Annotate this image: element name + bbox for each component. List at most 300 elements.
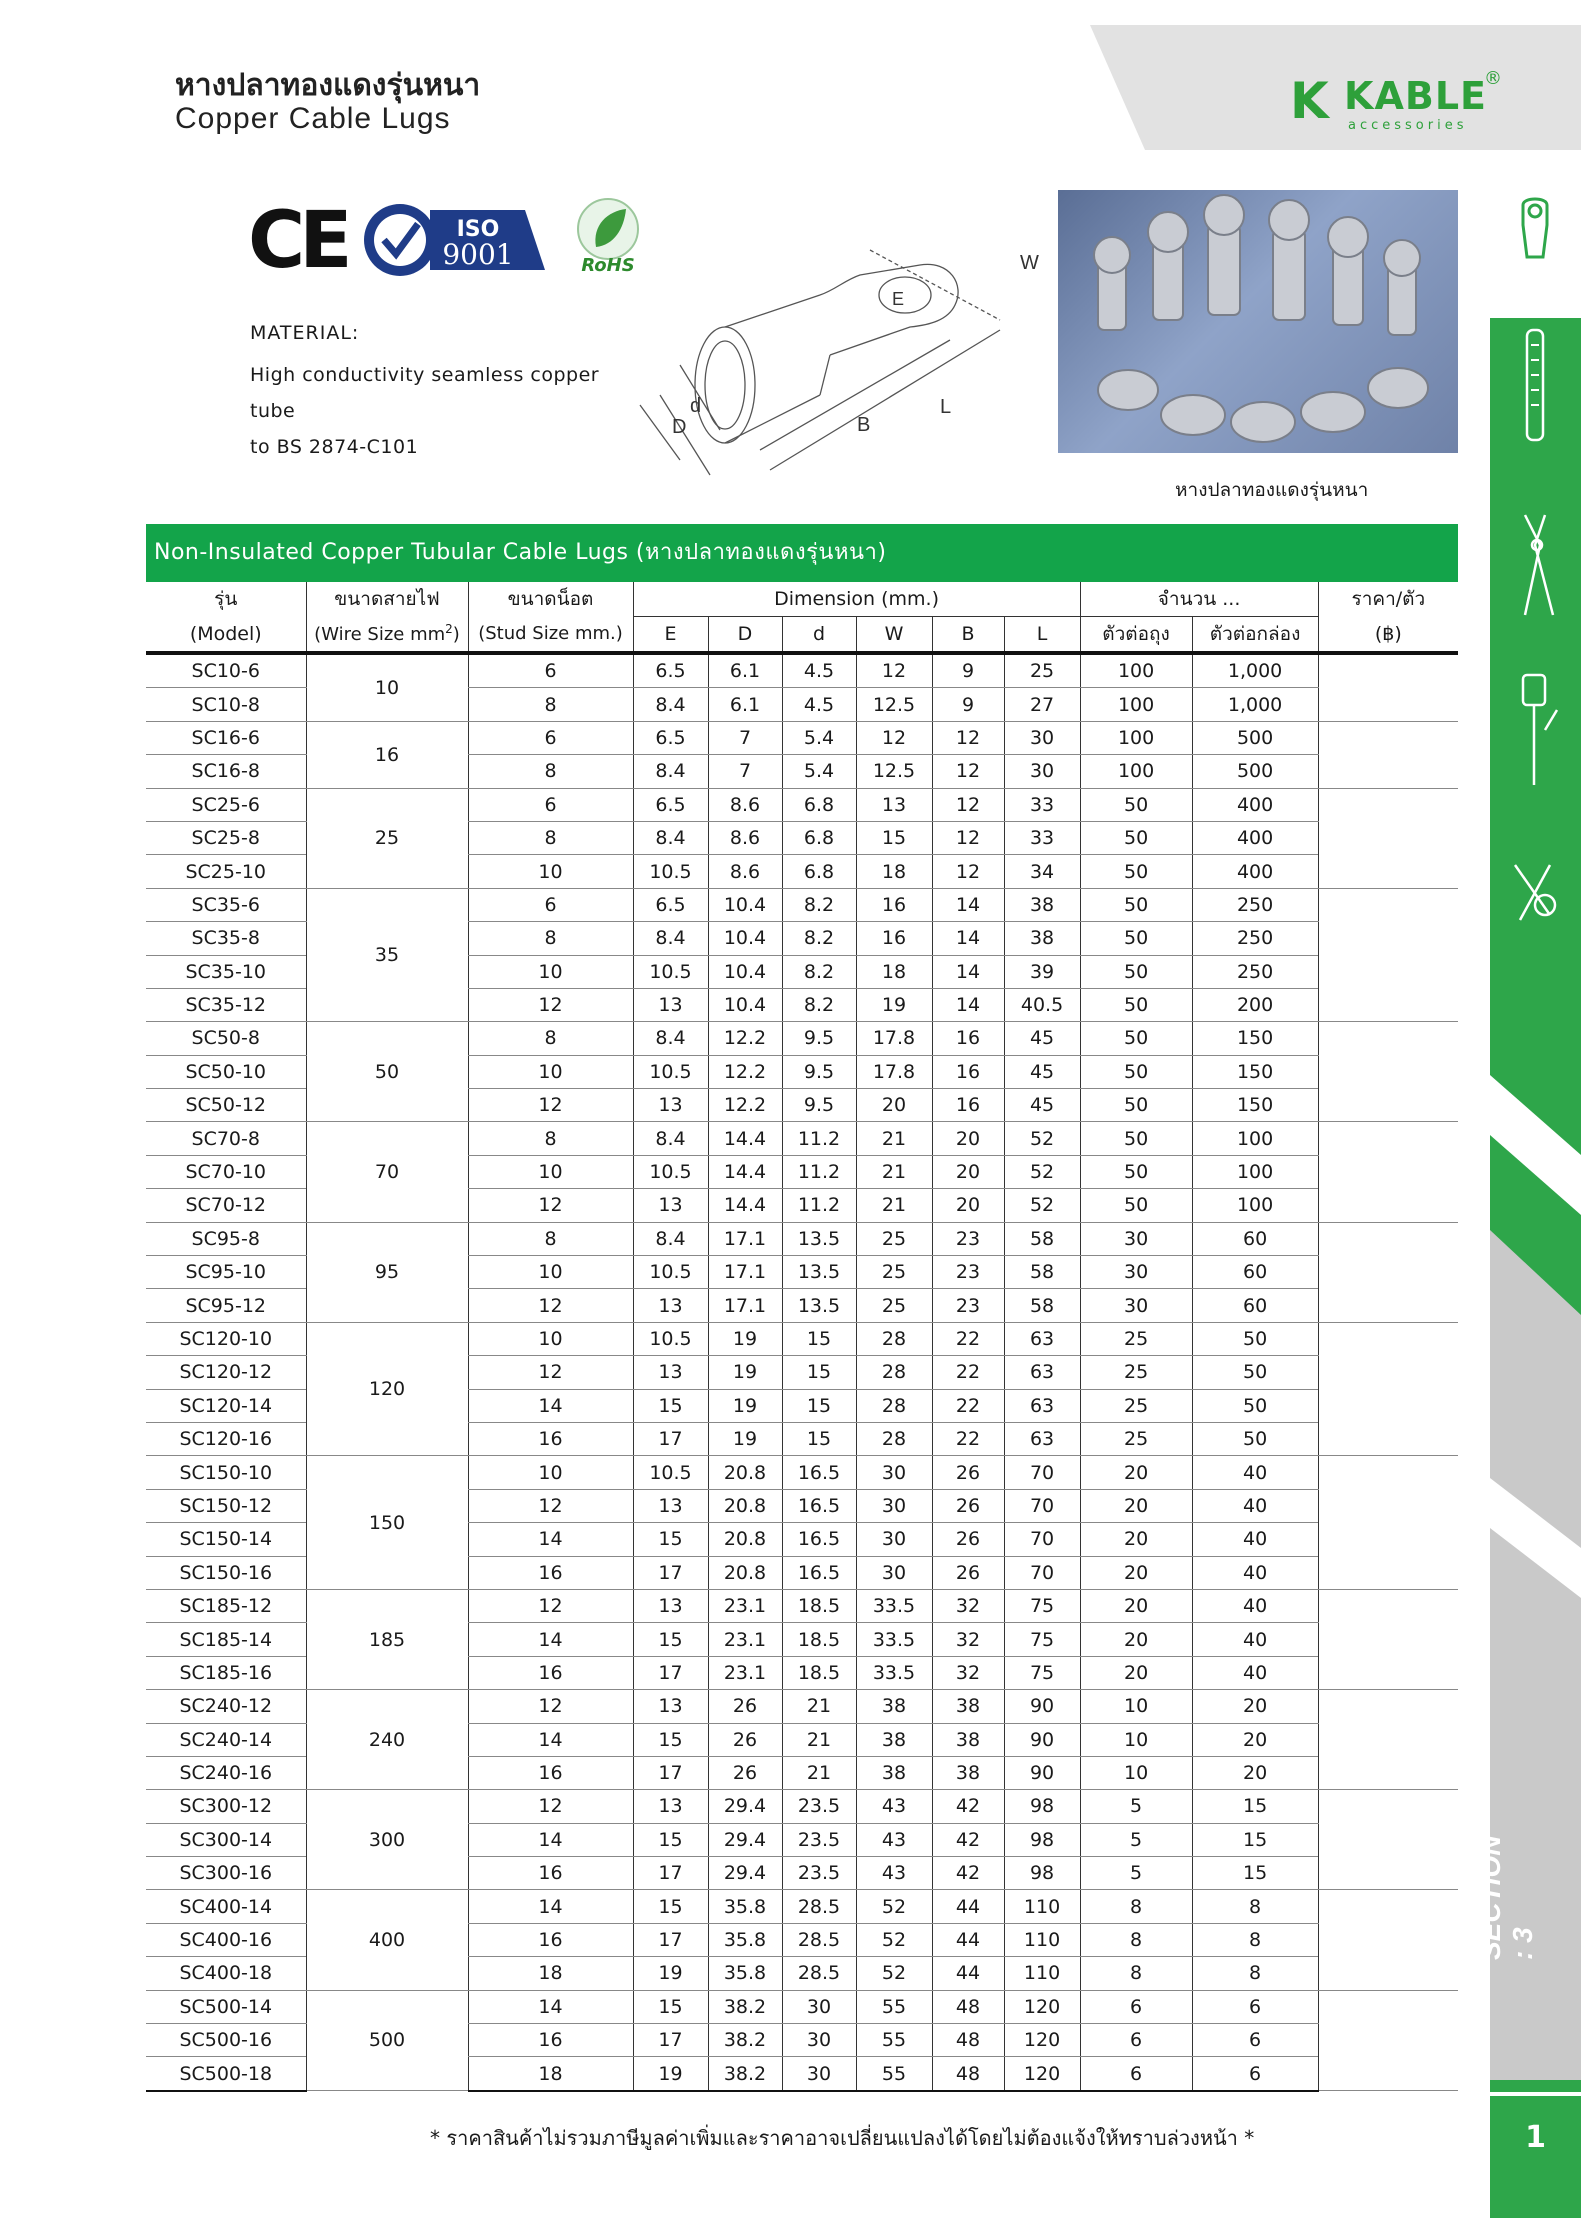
dim-d-inner-cell: 15 xyxy=(782,1389,856,1422)
model-cell: SC16-8 xyxy=(146,755,306,788)
wire-unit-exponent: 2 xyxy=(445,622,453,637)
dim-l-cell: 75 xyxy=(1004,1656,1080,1689)
dim-d-inner-cell: 23.5 xyxy=(782,1857,856,1890)
dim-b-cell: 42 xyxy=(932,1857,1004,1890)
model-cell: SC95-8 xyxy=(146,1222,306,1255)
qty-per-bag-cell: 25 xyxy=(1080,1389,1192,1422)
qty-per-bag-cell: 50 xyxy=(1080,922,1192,955)
model-cell: SC70-12 xyxy=(146,1189,306,1222)
table-row xyxy=(146,1322,1458,1355)
wire-size-cell: 50 xyxy=(306,1022,468,1122)
dim-d-inner-cell: 11.2 xyxy=(782,1189,856,1222)
stud-size-cell: 6 xyxy=(468,721,633,754)
brand-logo xyxy=(1290,68,1520,138)
qty-per-box-cell: 40 xyxy=(1192,1589,1318,1622)
dim-l-cell: 45 xyxy=(1004,1022,1080,1055)
qty-per-box-cell: 6 xyxy=(1192,1990,1318,2023)
dim-d-inner-cell: 16.5 xyxy=(782,1523,856,1556)
qty-per-bag-cell: 100 xyxy=(1080,688,1192,721)
stud-size-cell: 12 xyxy=(468,1690,633,1723)
dim-d-inner-cell: 13.5 xyxy=(782,1222,856,1255)
iso-9001-icon xyxy=(360,200,550,284)
dim-l-cell: 120 xyxy=(1004,2024,1080,2057)
qty-per-box-cell: 400 xyxy=(1192,855,1318,888)
model-cell: SC10-8 xyxy=(146,688,306,721)
dim-l-cell: 75 xyxy=(1004,1623,1080,1656)
table-row xyxy=(146,888,1458,921)
table-row xyxy=(146,1890,1458,1923)
dim-b-cell: 12 xyxy=(932,821,1004,854)
wire-size-cell: 70 xyxy=(306,1122,468,1222)
qty-per-box-cell: 8 xyxy=(1192,1957,1318,1990)
product-photo xyxy=(1058,190,1458,453)
dim-d-inner-cell: 21 xyxy=(782,1723,856,1756)
dim-b-cell: 48 xyxy=(932,2057,1004,2091)
stud-size-cell: 10 xyxy=(468,955,633,988)
dim-e-cell: 13 xyxy=(633,1356,708,1389)
dim-b-cell: 22 xyxy=(932,1389,1004,1422)
model-cell: SC400-18 xyxy=(146,1957,306,1990)
dim-d-outer-cell: 20.8 xyxy=(708,1489,782,1522)
dim-w-cell: 16 xyxy=(856,888,932,921)
price-cell xyxy=(1318,1890,1458,1990)
dim-d-outer-cell: 29.4 xyxy=(708,1790,782,1823)
dim-l-cell: 90 xyxy=(1004,1723,1080,1756)
page-title: Copper Cable Lugs xyxy=(175,102,451,135)
dim-d-inner-cell: 11.2 xyxy=(782,1155,856,1188)
dim-w-cell: 33.5 xyxy=(856,1589,932,1622)
qty-per-bag-cell: 100 xyxy=(1080,653,1192,688)
model-cell: SC35-8 xyxy=(146,922,306,955)
qty-per-bag-cell: 20 xyxy=(1080,1589,1192,1622)
dim-d-inner-cell: 6.8 xyxy=(782,821,856,854)
dim-d-outer-cell: 12.2 xyxy=(708,1055,782,1088)
dim-e-cell: 10.5 xyxy=(633,1322,708,1355)
dim-b-cell: 42 xyxy=(932,1790,1004,1823)
dim-d-inner-cell: 13.5 xyxy=(782,1256,856,1289)
qty-per-bag-cell: 50 xyxy=(1080,821,1192,854)
col-dimension: Dimension (mm.) xyxy=(633,582,1080,617)
dim-d-inner-cell: 5.4 xyxy=(782,721,856,754)
col-quantity: จำนวน ... xyxy=(1080,582,1318,617)
dim-d-inner-cell: 16.5 xyxy=(782,1489,856,1522)
qty-per-bag-cell: 8 xyxy=(1080,1923,1192,1956)
col-stud-th: ขนาดน็อต xyxy=(468,582,633,617)
qty-per-box-cell: 400 xyxy=(1192,788,1318,821)
dim-l-cell: 90 xyxy=(1004,1756,1080,1789)
stud-size-cell: 16 xyxy=(468,1923,633,1956)
dim-d-inner-cell: 6.8 xyxy=(782,855,856,888)
stud-size-cell: 16 xyxy=(468,1556,633,1589)
stud-size-cell: 10 xyxy=(468,855,633,888)
dim-b-cell: 44 xyxy=(932,1957,1004,1990)
model-cell: SC70-10 xyxy=(146,1155,306,1188)
dim-e-cell: 15 xyxy=(633,1823,708,1856)
dim-d-inner-cell: 23.5 xyxy=(782,1790,856,1823)
qty-per-box-cell: 100 xyxy=(1192,1155,1318,1188)
dim-d-inner-cell: 30 xyxy=(782,2057,856,2091)
model-cell: SC16-6 xyxy=(146,721,306,754)
model-cell: SC120-12 xyxy=(146,1356,306,1389)
dim-e-cell: 17 xyxy=(633,1656,708,1689)
dim-w-cell: 19 xyxy=(856,988,932,1021)
tools-icon xyxy=(1505,855,1565,939)
dim-b-cell: 20 xyxy=(932,1122,1004,1155)
model-cell: SC25-6 xyxy=(146,788,306,821)
qty-per-bag-cell: 5 xyxy=(1080,1857,1192,1890)
dim-d-outer-cell: 6.1 xyxy=(708,688,782,721)
dim-d-inner-cell: 13.5 xyxy=(782,1289,856,1322)
qty-per-bag-cell: 100 xyxy=(1080,721,1192,754)
wire-size-cell: 150 xyxy=(306,1456,468,1590)
dim-d-inner-cell: 4.5 xyxy=(782,653,856,688)
stud-size-cell: 16 xyxy=(468,1857,633,1890)
qty-per-box-cell: 15 xyxy=(1192,1790,1318,1823)
dim-b-cell: 23 xyxy=(932,1289,1004,1322)
wire-size-cell: 16 xyxy=(306,721,468,788)
dim-d-inner-cell: 16.5 xyxy=(782,1456,856,1489)
dim-e-cell: 10.5 xyxy=(633,1256,708,1289)
dim-l-cell: 120 xyxy=(1004,1990,1080,2023)
dim-d-inner-cell: 23.5 xyxy=(782,1823,856,1856)
dim-w-cell: 21 xyxy=(856,1155,932,1188)
dim-e-cell: 13 xyxy=(633,1489,708,1522)
dim-e-cell: 17 xyxy=(633,2024,708,2057)
dim-w-cell: 28 xyxy=(856,1422,932,1455)
qty-per-bag-cell: 10 xyxy=(1080,1690,1192,1723)
dim-d-inner-cell: 4.5 xyxy=(782,688,856,721)
dim-l-cell: 52 xyxy=(1004,1122,1080,1155)
col-dim-D: D xyxy=(708,617,782,654)
dim-e-cell: 13 xyxy=(633,988,708,1021)
qty-per-bag-cell: 6 xyxy=(1080,1990,1192,2023)
dim-l-cell: 75 xyxy=(1004,1589,1080,1622)
qty-per-box-cell: 50 xyxy=(1192,1356,1318,1389)
dim-w-cell: 12.5 xyxy=(856,688,932,721)
qty-per-box-cell: 40 xyxy=(1192,1489,1318,1522)
qty-per-bag-cell: 25 xyxy=(1080,1356,1192,1389)
dim-l-cell: 70 xyxy=(1004,1556,1080,1589)
dim-d-outer-cell: 17.1 xyxy=(708,1256,782,1289)
stud-size-cell: 12 xyxy=(468,1489,633,1522)
qty-per-bag-cell: 20 xyxy=(1080,1456,1192,1489)
wire-size-cell: 500 xyxy=(306,1990,468,2091)
dim-w-cell: 38 xyxy=(856,1756,932,1789)
table-row xyxy=(146,788,1458,821)
dim-e-cell: 8.4 xyxy=(633,688,708,721)
col-wire-en xyxy=(306,617,468,654)
dim-d-outer-cell: 8.6 xyxy=(708,821,782,854)
dim-e-cell: 8.4 xyxy=(633,755,708,788)
stud-size-cell: 12 xyxy=(468,1356,633,1389)
qty-per-bag-cell: 50 xyxy=(1080,955,1192,988)
dim-b-cell: 23 xyxy=(932,1256,1004,1289)
photo-caption: หางปลาทองแดงรุ่นหนา xyxy=(1175,479,1369,501)
dim-w-cell: 18 xyxy=(856,855,932,888)
qty-per-bag-cell: 50 xyxy=(1080,855,1192,888)
qty-per-bag-cell: 100 xyxy=(1080,755,1192,788)
dim-l-cell: 110 xyxy=(1004,1890,1080,1923)
dim-d-outer-cell: 29.4 xyxy=(708,1823,782,1856)
table-row xyxy=(146,1990,1458,2023)
qty-per-bag-cell: 50 xyxy=(1080,1122,1192,1155)
qty-per-box-cell: 250 xyxy=(1192,955,1318,988)
dim-w-cell: 25 xyxy=(856,1289,932,1322)
stud-size-cell: 14 xyxy=(468,1990,633,2023)
price-cell xyxy=(1318,1589,1458,1689)
qty-per-box-cell: 60 xyxy=(1192,1256,1318,1289)
qty-per-bag-cell: 5 xyxy=(1080,1790,1192,1823)
dim-d-inner-cell: 28.5 xyxy=(782,1957,856,1990)
dim-l-cell: 52 xyxy=(1004,1189,1080,1222)
dim-e-cell: 17 xyxy=(633,1422,708,1455)
dim-e-cell: 13 xyxy=(633,1289,708,1322)
dim-d-inner-cell: 8.2 xyxy=(782,955,856,988)
stud-size-cell: 10 xyxy=(468,1322,633,1355)
dim-e-cell: 15 xyxy=(633,1623,708,1656)
wire-unit-close: ) xyxy=(452,624,460,646)
dim-w-cell: 25 xyxy=(856,1256,932,1289)
stud-size-cell: 18 xyxy=(468,1957,633,1990)
material-line-2: to BS 2874-C101 xyxy=(250,436,419,458)
price-cell xyxy=(1318,653,1458,721)
qty-per-bag-cell: 50 xyxy=(1080,1155,1192,1188)
svg-text:W: W xyxy=(1020,252,1039,274)
qty-per-box-cell: 8 xyxy=(1192,1923,1318,1956)
dim-e-cell: 8.4 xyxy=(633,1022,708,1055)
dim-l-cell: 90 xyxy=(1004,1690,1080,1723)
dim-w-cell: 52 xyxy=(856,1923,932,1956)
dim-w-cell: 30 xyxy=(856,1523,932,1556)
stud-size-cell: 12 xyxy=(468,1589,633,1622)
dim-l-cell: 70 xyxy=(1004,1489,1080,1522)
model-cell: SC150-16 xyxy=(146,1556,306,1589)
qty-per-bag-cell: 50 xyxy=(1080,1022,1192,1055)
qty-per-box-cell: 150 xyxy=(1192,1022,1318,1055)
dim-w-cell: 28 xyxy=(856,1322,932,1355)
svg-text:9001: 9001 xyxy=(442,238,514,271)
qty-per-bag-cell: 30 xyxy=(1080,1289,1192,1322)
stud-size-cell: 12 xyxy=(468,1089,633,1122)
stud-size-cell: 16 xyxy=(468,1422,633,1455)
qty-per-box-cell: 250 xyxy=(1192,922,1318,955)
dim-d-inner-cell: 28.5 xyxy=(782,1890,856,1923)
dim-d-inner-cell: 8.2 xyxy=(782,922,856,955)
qty-per-box-cell: 1,000 xyxy=(1192,688,1318,721)
dim-w-cell: 30 xyxy=(856,1489,932,1522)
model-cell: SC35-10 xyxy=(146,955,306,988)
stud-size-cell: 12 xyxy=(468,1189,633,1222)
svg-text:ISO: ISO xyxy=(456,217,500,242)
dim-d-outer-cell: 26 xyxy=(708,1756,782,1789)
qty-per-box-cell: 500 xyxy=(1192,721,1318,754)
dim-l-cell: 52 xyxy=(1004,1155,1080,1188)
dim-w-cell: 21 xyxy=(856,1189,932,1222)
price-cell xyxy=(1318,1990,1458,2091)
model-cell: SC150-10 xyxy=(146,1456,306,1489)
col-dim-L: L xyxy=(1004,617,1080,654)
price-footnote: * ราคาสินค้าไม่รวมภาษีมูลค่าเพิ่มและราคาอาจเปลี่ยนแปลงได้โดยไม่ต้องแจ้งให้ทราบล่วงหน้า * xyxy=(430,2126,1255,2150)
model-cell: SC500-14 xyxy=(146,1990,306,2023)
dim-w-cell: 21 xyxy=(856,1122,932,1155)
stud-size-cell: 16 xyxy=(468,1756,633,1789)
dim-l-cell: 33 xyxy=(1004,821,1080,854)
qty-per-bag-cell: 6 xyxy=(1080,2057,1192,2091)
dim-b-cell: 48 xyxy=(932,2024,1004,2057)
dim-w-cell: 33.5 xyxy=(856,1656,932,1689)
table-row xyxy=(146,1790,1458,1823)
dim-l-cell: 98 xyxy=(1004,1790,1080,1823)
qty-per-box-cell: 200 xyxy=(1192,988,1318,1021)
table-row xyxy=(146,1456,1458,1489)
dim-d-outer-cell: 20.8 xyxy=(708,1556,782,1589)
qty-per-bag-cell: 50 xyxy=(1080,1055,1192,1088)
model-cell: SC70-8 xyxy=(146,1122,306,1155)
model-cell: SC150-12 xyxy=(146,1489,306,1522)
cable-lug-icon xyxy=(1505,195,1565,269)
model-cell: SC120-10 xyxy=(146,1322,306,1355)
dim-l-cell: 110 xyxy=(1004,1923,1080,1956)
stud-size-cell: 16 xyxy=(468,1656,633,1689)
table-row xyxy=(146,1022,1458,1055)
model-cell: SC150-14 xyxy=(146,1523,306,1556)
table-title-banner: Non-Insulated Copper Tubular Cable Lugs (หางปลาทองแดงรุ่นหนา) xyxy=(146,524,1458,582)
dim-w-cell: 30 xyxy=(856,1556,932,1589)
dim-w-cell: 28 xyxy=(856,1356,932,1389)
stud-size-cell: 10 xyxy=(468,1155,633,1188)
wire-size-cell: 25 xyxy=(306,788,468,888)
qty-per-box-cell: 100 xyxy=(1192,1122,1318,1155)
price-cell xyxy=(1318,1322,1458,1456)
stud-size-cell: 8 xyxy=(468,821,633,854)
dim-b-cell: 16 xyxy=(932,1055,1004,1088)
dim-d-outer-cell: 23.1 xyxy=(708,1623,782,1656)
dim-d-inner-cell: 16.5 xyxy=(782,1556,856,1589)
dim-w-cell: 55 xyxy=(856,2024,932,2057)
dim-d-outer-cell: 19 xyxy=(708,1422,782,1455)
dim-w-cell: 12 xyxy=(856,721,932,754)
stud-size-cell: 14 xyxy=(468,1623,633,1656)
ce-mark-icon: CE xyxy=(248,196,347,286)
dim-e-cell: 8.4 xyxy=(633,922,708,955)
dim-e-cell: 10.5 xyxy=(633,1456,708,1489)
qty-per-box-cell: 50 xyxy=(1192,1322,1318,1355)
dim-b-cell: 48 xyxy=(932,1990,1004,2023)
svg-text:RoHS: RoHS xyxy=(581,255,635,275)
dim-e-cell: 19 xyxy=(633,1957,708,1990)
stud-size-cell: 8 xyxy=(468,755,633,788)
dim-w-cell: 38 xyxy=(856,1723,932,1756)
stud-size-cell: 10 xyxy=(468,1055,633,1088)
wire-size-cell: 95 xyxy=(306,1222,468,1322)
qty-per-bag-cell: 8 xyxy=(1080,1890,1192,1923)
dim-w-cell: 12 xyxy=(856,653,932,688)
model-cell: SC400-14 xyxy=(146,1890,306,1923)
dim-l-cell: 38 xyxy=(1004,922,1080,955)
dim-b-cell: 32 xyxy=(932,1623,1004,1656)
wire-size-cell: 185 xyxy=(306,1589,468,1689)
model-cell: SC240-16 xyxy=(146,1756,306,1789)
dim-d-inner-cell: 28.5 xyxy=(782,1923,856,1956)
dim-e-cell: 13 xyxy=(633,1589,708,1622)
dim-d-inner-cell: 18.5 xyxy=(782,1589,856,1622)
dim-l-cell: 63 xyxy=(1004,1322,1080,1355)
qty-per-box-cell: 60 xyxy=(1192,1289,1318,1322)
model-cell: SC240-12 xyxy=(146,1690,306,1723)
qty-per-bag-cell: 20 xyxy=(1080,1523,1192,1556)
qty-per-box-cell: 6 xyxy=(1192,2057,1318,2091)
dim-l-cell: 58 xyxy=(1004,1256,1080,1289)
dim-l-cell: 45 xyxy=(1004,1055,1080,1088)
dim-d-outer-cell: 17.1 xyxy=(708,1289,782,1322)
table-row xyxy=(146,1222,1458,1255)
price-cell xyxy=(1318,1690,1458,1790)
dim-d-inner-cell: 18.5 xyxy=(782,1656,856,1689)
stud-size-cell: 12 xyxy=(468,988,633,1021)
dim-b-cell: 26 xyxy=(932,1456,1004,1489)
stud-size-cell: 18 xyxy=(468,2057,633,2091)
svg-text:d: d xyxy=(690,395,702,417)
dim-b-cell: 9 xyxy=(932,653,1004,688)
qty-per-bag-cell: 20 xyxy=(1080,1623,1192,1656)
table-row xyxy=(146,1690,1458,1723)
model-cell: SC300-12 xyxy=(146,1790,306,1823)
dim-l-cell: 98 xyxy=(1004,1823,1080,1856)
dim-w-cell: 52 xyxy=(856,1957,932,1990)
qty-per-box-cell: 15 xyxy=(1192,1857,1318,1890)
dim-b-cell: 42 xyxy=(932,1823,1004,1856)
dim-e-cell: 13 xyxy=(633,1189,708,1222)
qty-per-box-cell: 6 xyxy=(1192,2024,1318,2057)
model-cell: SC25-10 xyxy=(146,855,306,888)
dim-l-cell: 58 xyxy=(1004,1289,1080,1322)
dim-w-cell: 55 xyxy=(856,1990,932,2023)
qty-per-bag-cell: 30 xyxy=(1080,1222,1192,1255)
stud-size-cell: 14 xyxy=(468,1823,633,1856)
dim-d-inner-cell: 18.5 xyxy=(782,1623,856,1656)
qty-per-box-cell: 8 xyxy=(1192,1890,1318,1923)
dim-e-cell: 8.4 xyxy=(633,1122,708,1155)
qty-per-bag-cell: 25 xyxy=(1080,1422,1192,1455)
col-dim-B: B xyxy=(932,617,1004,654)
dim-l-cell: 30 xyxy=(1004,755,1080,788)
dim-w-cell: 55 xyxy=(856,2057,932,2091)
model-cell: SC10-6 xyxy=(146,653,306,688)
dim-d-outer-cell: 7 xyxy=(708,721,782,754)
dim-l-cell: 27 xyxy=(1004,688,1080,721)
dim-d-outer-cell: 14.4 xyxy=(708,1189,782,1222)
col-per-bag: ตัวต่อถุง xyxy=(1080,617,1192,654)
qty-per-bag-cell: 20 xyxy=(1080,1489,1192,1522)
col-price-unit: (฿) xyxy=(1318,617,1458,654)
model-cell: SC185-16 xyxy=(146,1656,306,1689)
stud-size-cell: 14 xyxy=(468,1723,633,1756)
qty-per-bag-cell: 25 xyxy=(1080,1322,1192,1355)
dim-l-cell: 120 xyxy=(1004,2057,1080,2091)
dim-d-outer-cell: 12.2 xyxy=(708,1022,782,1055)
model-cell: SC300-14 xyxy=(146,1823,306,1856)
qty-per-bag-cell: 50 xyxy=(1080,1089,1192,1122)
price-cell xyxy=(1318,1222,1458,1322)
material-line-1: High conductivity seamless copper tube xyxy=(250,364,600,422)
qty-per-box-cell: 50 xyxy=(1192,1389,1318,1422)
dim-e-cell: 6.5 xyxy=(633,788,708,821)
qty-per-bag-cell: 8 xyxy=(1080,1957,1192,1990)
dim-b-cell: 22 xyxy=(932,1322,1004,1355)
qty-per-box-cell: 50 xyxy=(1192,1422,1318,1455)
dim-b-cell: 38 xyxy=(932,1723,1004,1756)
table-row xyxy=(146,1122,1458,1155)
